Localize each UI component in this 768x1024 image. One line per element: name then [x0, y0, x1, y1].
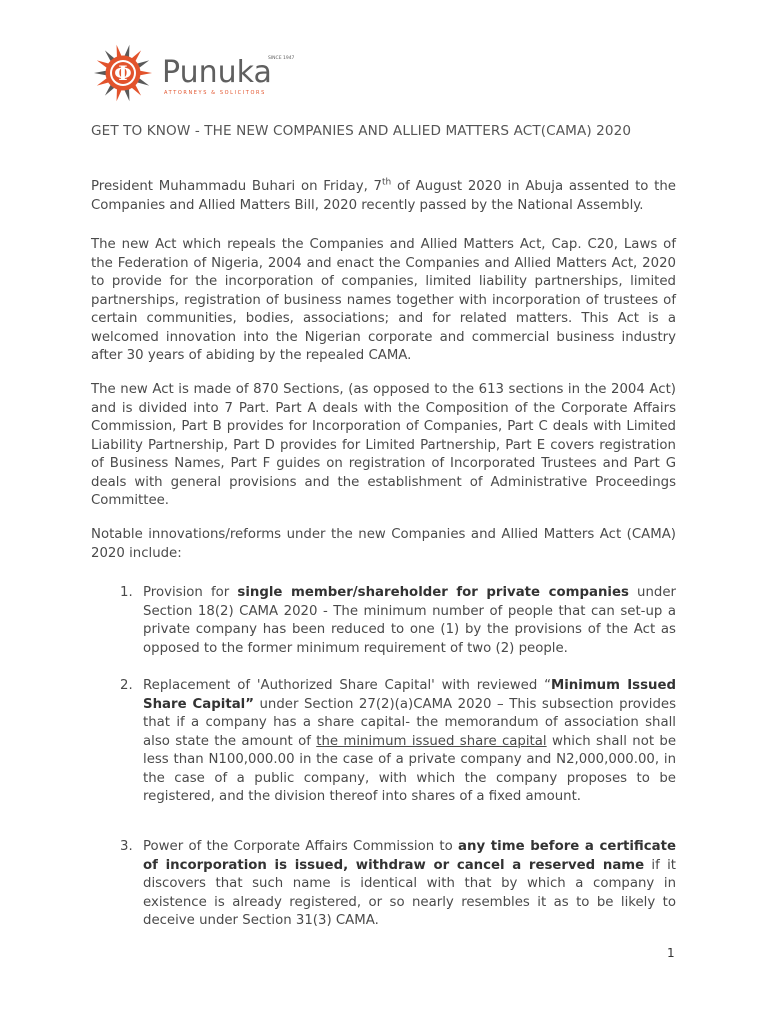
list-number: 2.	[120, 678, 133, 693]
punuka-logo	[92, 42, 302, 104]
list-number: 3.	[120, 839, 133, 854]
sun-ray	[139, 70, 152, 75]
sun-ray	[94, 70, 107, 75]
list-item	[120, 838, 676, 931]
document-title: GET TO KNOW - THE NEW COMPANIES AND ALLIED MATTERS ACT(CAMA) 2020	[91, 123, 632, 139]
paragraph-innovations-intro: Notable innovations/reforms under the new Companies and Allied Matters Act (CAMA) 2020 include:	[91, 527, 676, 561]
list-item	[120, 584, 676, 658]
paragraph-assent: President Muhammadu Buhari on Friday, 7th of August 2020 in Abuja assented to the Companies and Allied Matters Bill, 2020 recently passed by the National Assembly.	[91, 177, 676, 213]
tagline: ATTORNEYS & SOLICITORS	[164, 90, 266, 96]
list-item-text: Power of the Corporate Affairs Commission to any time before a certificate of incorporation is issued, withdraw or cancel a reserved name if it discovers that such name is identical with that by which a company in existence is already registered, or so nearly resembles it as to be likely to deceive under Section 31(3) CAMA.	[143, 839, 677, 928]
phi-symbol: Φ	[114, 61, 132, 85]
page-number: 1	[667, 946, 675, 960]
list-item-text: Provision for single member/shareholder for private companies under Section 18(2) CAMA 2020 - The minimum number of people that can set-up a private company has been reduced to one (1) by the provisions of the Act as opposed to the former minimum requirement of two (2) people.	[143, 585, 677, 656]
brand-name: Punuka	[162, 55, 272, 90]
paragraph-repeal: The new Act which repeals the Companies and Allied Matters Act, Cap. C20, Laws of the Federation of Nigeria, 2004 and enact the Companies and Allied Matters Act, 2020 to provide for the incorporation of companies, limited liability partnerships, limited partnerships, registration of business names together with incorporation of trustees of certain communities, bodies, associations; and for related matters. This Act is a welcomed innovation into the Nigerian corporate and commercial business industry after 30 years of abiding by the repealed CAMA.	[91, 237, 676, 363]
since-label: SINCE 1947	[268, 56, 295, 61]
paragraph-sections: The new Act is made of 870 Sections, (as opposed to the 613 sections in the 2004 Act) and is divided into 7 Part. Part A deals with the Composition of the Corporate Affairs Commission, Part B provides for Incorporation of Companies, Part C deals with Limited Liability Partnership, Part D provides for Limited Partnership, Part E covers registration of Business Names, Part F guides on registration of Incorporated Trustees and Part G deals with general provisions and the establishment of Administrative Proceedings Committee.	[91, 382, 676, 508]
list-item	[120, 677, 676, 807]
punuka-logo-graphic	[92, 42, 302, 104]
list-item-text: Replacement of 'Authorized Share Capital' with reviewed “Minimum Issued Share Capital” under Section 27(2)(a)CAMA 2020 – This subsection provides that if a company has a share capital- the memorandum of association shall also state the amount of the minimum issued share capital which shall not be less than N100,000.00 in the case of a private company and N2,000,000.00, in the case of a public company, with which the company proposes to be registered, and the division thereof into shares of a fixed amount.	[143, 678, 677, 804]
list-number: 1.	[120, 585, 133, 600]
